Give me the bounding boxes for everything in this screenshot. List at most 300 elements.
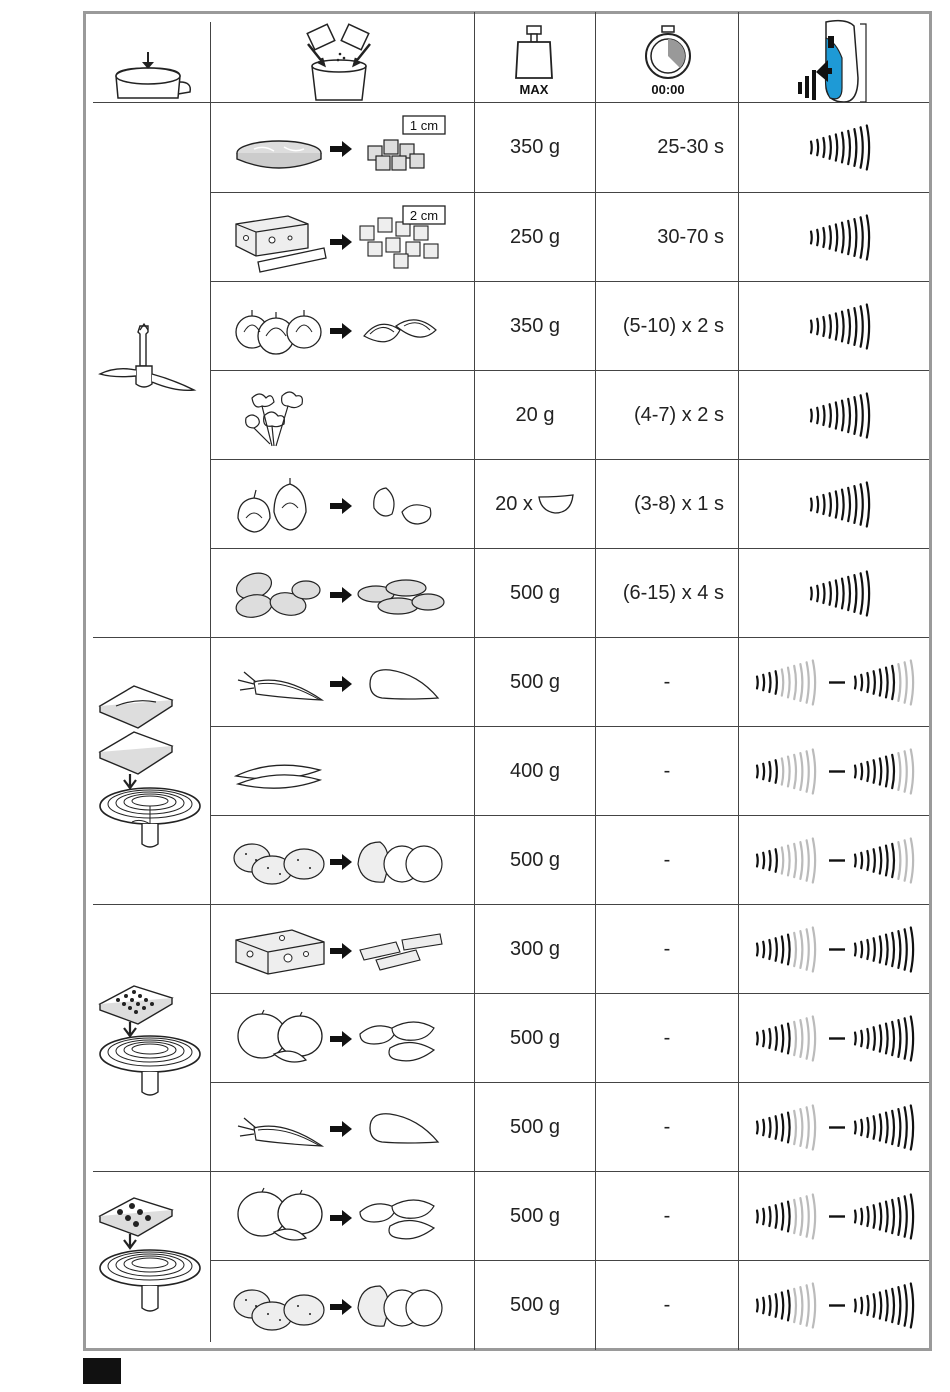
speed-bar: [861, 1298, 862, 1313]
speed-bar: [855, 677, 856, 689]
processing-time: (4-7) x 2 s: [633, 403, 724, 426]
speed-bar: [861, 942, 862, 957]
arrow-icon: [330, 853, 352, 871]
speed-bar: [769, 1029, 770, 1048]
speed-bar: [800, 1020, 802, 1057]
speed-bar: [855, 855, 856, 867]
speed-bar: [757, 944, 758, 956]
speed-bar: [794, 755, 796, 788]
max-amount: 500 g: [509, 848, 561, 871]
speed-bar: [848, 399, 850, 432]
speed-bar: [823, 228, 824, 247]
speed-bar: [905, 840, 907, 880]
speed-bar: [867, 762, 868, 781]
speed-bar: [842, 490, 844, 520]
col-divider: [210, 22, 211, 1342]
speed-bar: [769, 762, 770, 781]
speed-bar: [763, 764, 764, 779]
speed-bar: [905, 751, 907, 791]
speed-indicator: [739, 282, 929, 371]
potato-slices-icon: [354, 836, 444, 888]
speed-bar: [867, 215, 869, 259]
speed-bar: [855, 1211, 856, 1223]
cheese-icon: [232, 212, 328, 274]
slicing-disc-icon: [96, 682, 206, 862]
speed-bar: [830, 493, 831, 516]
speed-bar: [782, 936, 783, 962]
speed-bar: [854, 397, 856, 434]
arrow-icon: [330, 233, 352, 251]
processing-time: (6-15) x 4 s: [622, 581, 724, 604]
speed-bar: [867, 1296, 868, 1315]
speed-bar: [892, 844, 894, 877]
speed-bar: [898, 931, 900, 968]
speed-bar: [905, 1196, 907, 1236]
speed-bar: [782, 1203, 783, 1229]
chopping-blade-icon: [96, 322, 196, 394]
speed-bar: [800, 1109, 802, 1146]
processing-time: 30-70 s: [657, 225, 724, 248]
speed-bar: [817, 408, 818, 423]
speed-bar: [800, 664, 802, 701]
speed-bar: [855, 766, 856, 778]
speed-bar: [867, 125, 869, 169]
speed-bar: [874, 1027, 875, 1050]
speed-bar: [880, 1114, 881, 1140]
speed-bar: [892, 933, 894, 966]
speed-bar: [794, 933, 796, 966]
processing-time: -: [663, 670, 671, 693]
potato-slices-icon: [354, 1280, 444, 1332]
speed-bar: [811, 142, 812, 154]
speed-bar: [763, 1120, 764, 1135]
garlic-icon: [234, 478, 326, 534]
speed-bar: [776, 938, 777, 961]
speed-indicator: [739, 816, 929, 905]
speed-bar: [905, 1107, 907, 1147]
speed-bar: [823, 495, 824, 514]
speed-bar: [794, 1289, 796, 1322]
speed-bar: [848, 221, 850, 254]
speed-bar: [817, 586, 818, 601]
speed-bar: [867, 571, 869, 615]
speed-bar: [855, 1300, 856, 1312]
speed-bar: [886, 1024, 888, 1054]
speed-bar: [788, 668, 790, 698]
garlic-cloves-icon: [368, 484, 438, 528]
speed-bar: [874, 849, 875, 872]
speed-bar: [800, 931, 802, 968]
speed-bar: [757, 766, 758, 778]
arrow-icon: [330, 1120, 352, 1138]
shredding-disc-coarse-icon: [96, 1196, 206, 1326]
speed-bar: [757, 1300, 758, 1312]
page-tab-marker: [83, 1358, 121, 1384]
speed-bar: [788, 1113, 790, 1143]
speed-bar: [836, 134, 837, 160]
speed-bar: [817, 230, 818, 245]
speed-bar: [817, 140, 818, 155]
speed-bar: [769, 1118, 770, 1137]
speed-bar: [836, 224, 837, 250]
speed-bar: [823, 138, 824, 157]
speed-bar: [763, 675, 764, 690]
speed-bar: [911, 1194, 913, 1238]
speed-bar: [842, 312, 844, 342]
speed-bar: [905, 662, 907, 702]
speed-bar: [811, 232, 812, 244]
speed-bar: [800, 1198, 802, 1235]
max-amount: 500 g: [509, 670, 561, 693]
speed-bar: [811, 321, 812, 333]
speed-bar: [886, 1291, 888, 1321]
speed-bar: [823, 317, 824, 336]
speed-bar: [757, 677, 758, 689]
speed-indicator: [739, 905, 929, 994]
max-amount: 250 g: [509, 225, 561, 248]
arrow-icon: [330, 1298, 352, 1316]
speed-bar: [867, 851, 868, 870]
grated-carrot-icon: [366, 1108, 440, 1148]
speed-bar: [788, 1202, 790, 1232]
add-food-icon: [300, 22, 380, 102]
speed-bar: [800, 753, 802, 790]
speed-bar: [854, 575, 856, 612]
max-amount: 20 g: [515, 403, 555, 426]
meat-icon: [234, 135, 324, 171]
speed-bar: [813, 749, 815, 793]
speed-bar: [813, 1194, 815, 1238]
timer-label: 00:00: [651, 82, 685, 97]
speed-bar: [911, 660, 913, 704]
speed-bar: [823, 584, 824, 603]
speed-bar: [830, 582, 831, 605]
speed-bar: [836, 313, 837, 339]
speed-bar: [794, 1111, 796, 1144]
speed-bar: [817, 319, 818, 334]
speed-indicator: [739, 103, 929, 192]
speed-bar: [898, 1020, 900, 1057]
apples-icon: [234, 1010, 326, 1066]
speed-bar: [794, 1022, 796, 1055]
speed-bar: [855, 944, 856, 956]
speed-indicator: [739, 549, 929, 638]
speed-bar: [848, 488, 850, 521]
speed-bar: [848, 310, 850, 343]
speed-bar: [867, 393, 869, 437]
speed-bar: [776, 1027, 777, 1050]
speed-bar: [769, 940, 770, 959]
speed-bar: [823, 406, 824, 425]
arrow-icon: [330, 942, 352, 960]
processing-time: -: [663, 759, 671, 782]
speed-bar: [811, 410, 812, 422]
max-amount: 500 g: [509, 1115, 561, 1138]
max-amount: 500 g: [509, 581, 561, 604]
speed-bar: [836, 402, 837, 428]
speed-bar: [757, 1033, 758, 1045]
speed-bar: [892, 1200, 894, 1233]
potatoes-icon: [232, 838, 326, 888]
cut-size-label: 2 cm: [409, 208, 439, 223]
speed-indicator: [739, 638, 929, 727]
speed-bar: [800, 842, 802, 879]
speed-bar: [769, 851, 770, 870]
speed-indicator: [739, 727, 929, 816]
speed-indicator: [739, 1261, 929, 1350]
speed-bar: [867, 1207, 868, 1226]
max-prefix: 20 x: [495, 492, 533, 515]
speed-bar: [898, 753, 900, 790]
speed-bar: [861, 1031, 862, 1046]
max-amount: 500 g: [509, 1026, 561, 1049]
speed-bar: [854, 129, 856, 166]
speed-bar: [842, 133, 844, 163]
speed-bar: [867, 940, 868, 959]
speed-bar: [811, 588, 812, 600]
speed-bar: [880, 1203, 881, 1229]
arrow-icon: [330, 497, 352, 515]
garlic-clove-icon: [537, 493, 575, 515]
speed-bar: [776, 671, 777, 694]
speed-indicator: [739, 460, 929, 549]
speed-bar: [886, 1202, 888, 1232]
speed-bar: [769, 1296, 770, 1315]
speed-bar: [807, 1018, 809, 1058]
speed-bar: [880, 669, 881, 695]
speed-indicator: [739, 994, 929, 1083]
carrots-icon: [234, 1106, 326, 1152]
speed-bar: [861, 306, 863, 346]
speed-bar: [855, 1122, 856, 1134]
speed-bar: [848, 577, 850, 610]
carrot-slices-icon: [366, 664, 440, 704]
speed-bar: [861, 1209, 862, 1224]
max-amount: 350 g: [509, 136, 561, 158]
speed-bar: [892, 1022, 894, 1055]
speed-bar: [782, 758, 783, 784]
speed-bar: [782, 847, 783, 873]
speed-bar: [861, 127, 863, 167]
speed-bar: [788, 935, 790, 965]
speed-bar: [813, 660, 815, 704]
hand-blender-speed-icon: [796, 18, 880, 104]
speed-bar: [905, 1285, 907, 1325]
speed-bar: [813, 1105, 815, 1149]
speed-bar: [911, 749, 913, 793]
speed-bar: [776, 849, 777, 872]
cubes-icon: [364, 130, 430, 174]
arrow-icon: [330, 140, 352, 158]
speed-bar: [898, 664, 900, 701]
speed-bar: [776, 1205, 777, 1228]
speed-bar: [867, 304, 869, 348]
speed-bar: [911, 1283, 913, 1327]
speed-bar: [867, 673, 868, 692]
max-amount: [475, 460, 595, 548]
speed-bar: [880, 847, 881, 873]
speed-bar: [854, 308, 856, 345]
speed-bar: [794, 844, 796, 877]
speed-bar: [813, 1283, 815, 1327]
processing-time: (5-10) x 2 s: [622, 314, 724, 337]
speed-indicator: [739, 1083, 929, 1172]
processing-time: -: [663, 1115, 671, 1138]
apples-icon: [234, 1188, 326, 1244]
speed-bar: [880, 758, 881, 784]
speed-bar: [886, 846, 888, 876]
speed-bar: [886, 935, 888, 965]
arrow-icon: [330, 1209, 352, 1227]
carrots-icon: [234, 660, 326, 706]
speed-bar: [788, 1291, 790, 1321]
max-amount: 500 g: [509, 1294, 561, 1316]
speed-bar: [861, 395, 863, 435]
speed-bar: [757, 1211, 758, 1223]
speed-bar: [905, 929, 907, 969]
speed-bar: [880, 1025, 881, 1051]
speed-bar: [898, 1287, 900, 1324]
speed-bar: [880, 936, 881, 962]
speed-bar: [830, 226, 831, 249]
speed-bar: [807, 1107, 809, 1147]
processing-time: (3-8) x 1 s: [633, 492, 724, 515]
speed-bar: [911, 1016, 913, 1060]
speed-bar: [813, 1016, 815, 1060]
arrow-icon: [330, 675, 352, 693]
arrow-icon: [330, 1030, 352, 1048]
speed-bar: [769, 1207, 770, 1226]
speed-bar: [874, 760, 875, 783]
speed-bar: [867, 1118, 868, 1137]
almonds-icon: [232, 568, 328, 622]
speed-bar: [861, 484, 863, 524]
speed-bar: [886, 1113, 888, 1143]
timer-icon: [640, 24, 696, 80]
speed-bar: [757, 855, 758, 867]
speed-bar: [807, 929, 809, 969]
speed-bar: [830, 136, 831, 159]
speed-bar: [892, 1289, 894, 1322]
processing-time: 25-30 s: [657, 136, 724, 158]
speed-bar: [854, 219, 856, 256]
processing-time: -: [663, 1026, 671, 1049]
cheese-block-icon: [232, 924, 328, 980]
speed-bar: [867, 1029, 868, 1048]
max-amount: 350 g: [509, 314, 561, 337]
speed-indicator: [739, 193, 929, 282]
max-amount: 500 g: [509, 1204, 561, 1227]
speed-bar: [861, 573, 863, 613]
speed-bar: [807, 662, 809, 702]
speed-bar: [842, 579, 844, 609]
speed-bar: [836, 491, 837, 517]
cucumbers-icon: [234, 754, 324, 794]
speed-bar: [911, 1105, 913, 1149]
speed-bar: [807, 1196, 809, 1236]
speed-bar: [800, 1287, 802, 1324]
speed-bar: [788, 757, 790, 787]
speed-indicator: [739, 371, 929, 460]
speed-bar: [861, 217, 863, 257]
speed-bar: [788, 846, 790, 876]
speed-bar: [842, 223, 844, 253]
speed-bar: [892, 666, 894, 699]
speed-bar: [813, 927, 815, 971]
speed-bar: [867, 482, 869, 526]
speed-bar: [782, 1292, 783, 1318]
speed-bar: [874, 938, 875, 961]
speed-bar: [836, 580, 837, 606]
potatoes-icon: [232, 1284, 326, 1334]
speed-bar: [861, 675, 862, 690]
speed-bar: [811, 499, 812, 511]
speed-bar: [807, 751, 809, 791]
apple-slices-icon: [356, 1192, 440, 1242]
processing-time: -: [663, 937, 671, 960]
speed-bar: [763, 1298, 764, 1313]
speed-bar: [861, 853, 862, 868]
speed-bar: [782, 1114, 783, 1140]
speed-bar: [854, 486, 856, 523]
speed-bar: [874, 1116, 875, 1139]
speed-bar: [763, 853, 764, 868]
speed-bar: [842, 401, 844, 431]
speed-bar: [807, 840, 809, 880]
speed-bar: [874, 671, 875, 694]
speed-bar: [830, 404, 831, 427]
speed-bar: [911, 838, 913, 882]
speed-bar: [898, 1109, 900, 1146]
speed-bar: [848, 131, 850, 164]
speed-bar: [886, 668, 888, 698]
arrow-icon: [330, 586, 352, 604]
processing-time: -: [663, 1204, 671, 1227]
cut-size-label: 1 cm: [409, 118, 439, 133]
speed-bar: [782, 1025, 783, 1051]
speed-bar: [763, 1209, 764, 1224]
speed-bar: [855, 1033, 856, 1045]
speed-bar: [813, 838, 815, 882]
parsley-icon: [242, 388, 312, 448]
speed-bar: [861, 764, 862, 779]
bowl-icon: [108, 48, 198, 104]
max-amount: 300 g: [509, 937, 561, 960]
apple-slices-icon: [356, 1014, 440, 1064]
speed-bar: [892, 755, 894, 788]
max-amount: 400 g: [509, 759, 561, 782]
speed-bar: [763, 1031, 764, 1046]
speed-bar: [794, 1200, 796, 1233]
speed-bar: [794, 666, 796, 699]
chopped-onion-icon: [360, 310, 440, 354]
speed-bar: [874, 1294, 875, 1317]
speed-bar: [898, 1198, 900, 1235]
speed-bar: [898, 842, 900, 879]
speed-bar: [874, 1205, 875, 1228]
speed-bar: [782, 669, 783, 695]
speed-bar: [861, 1120, 862, 1135]
speed-bar: [776, 1294, 777, 1317]
speed-bar: [763, 942, 764, 957]
speed-bar: [911, 927, 913, 971]
onions-icon: [234, 308, 326, 356]
speed-bar: [905, 1018, 907, 1058]
speed-bar: [886, 757, 888, 787]
speed-bar: [757, 1122, 758, 1134]
speed-bar: [769, 673, 770, 692]
max-label: MAX: [519, 82, 549, 97]
